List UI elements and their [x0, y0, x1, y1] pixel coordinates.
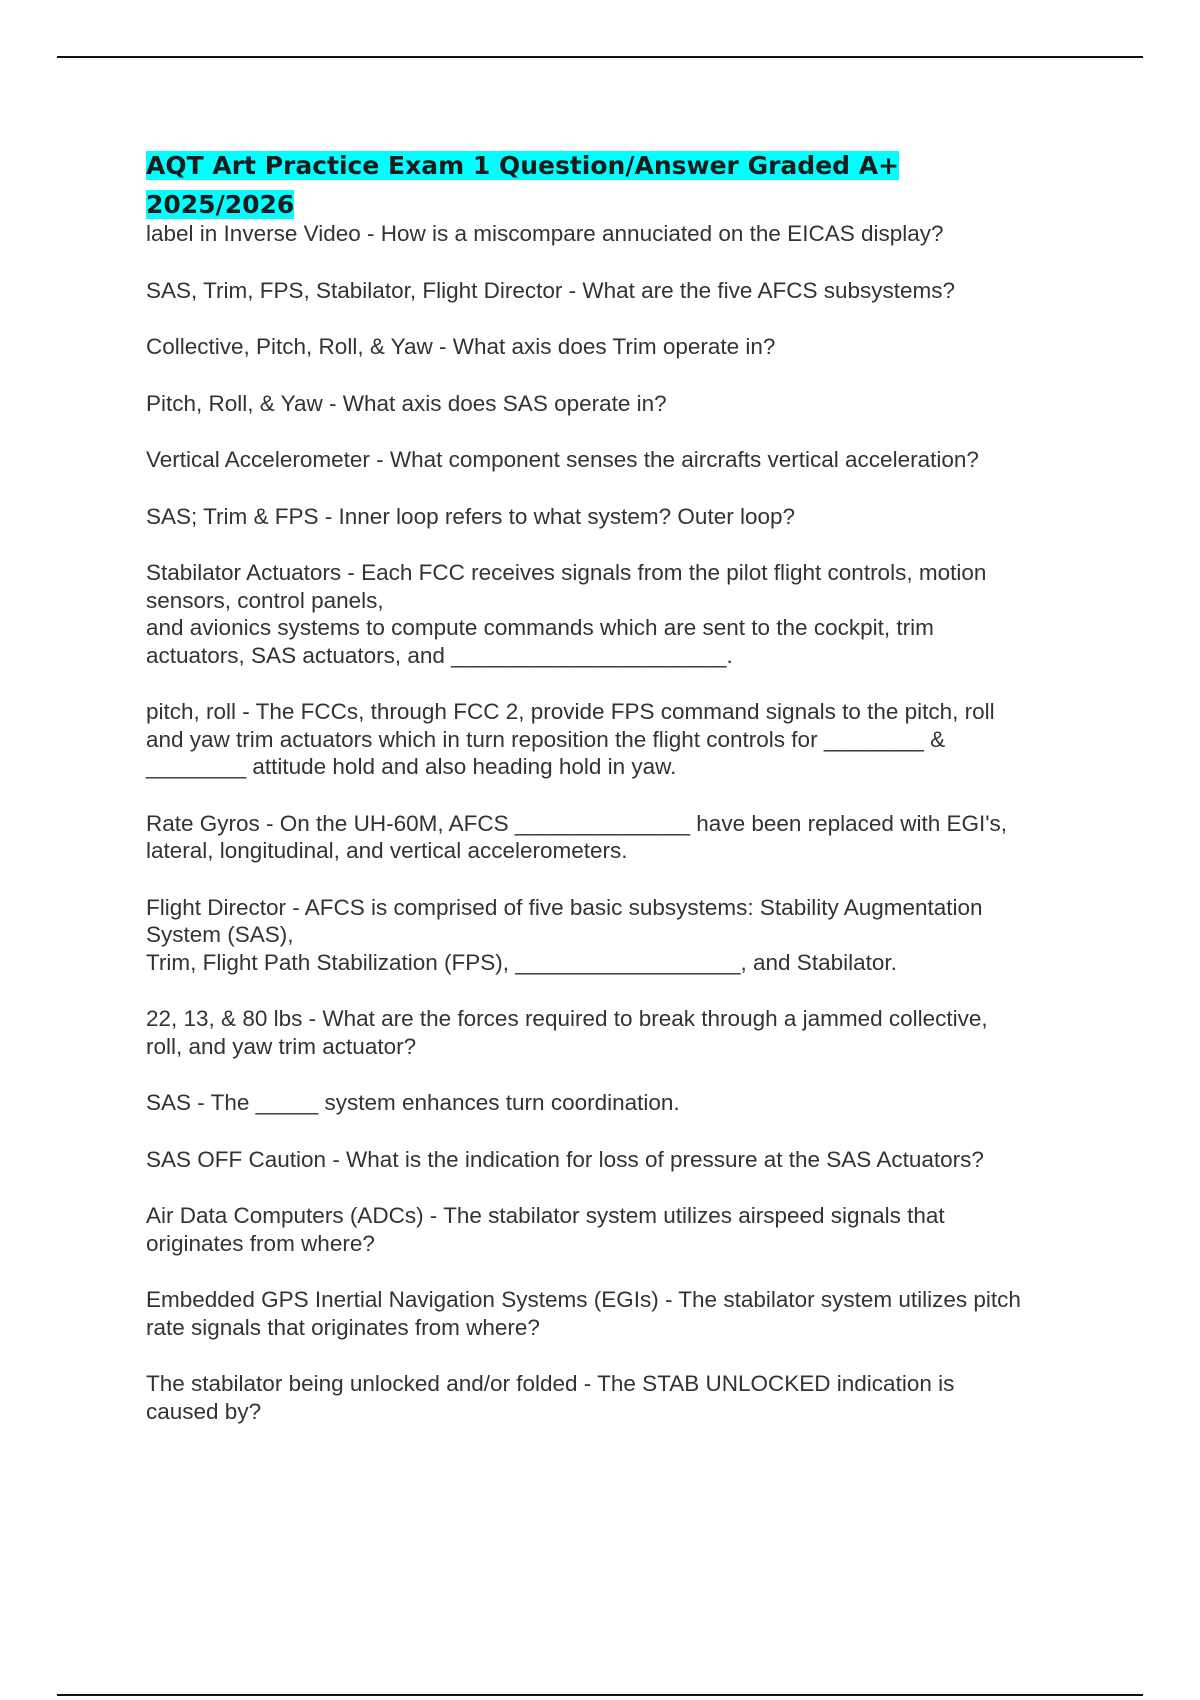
qa-item: Vertical Accelerometer - What component senses the aircrafts vertical acceleration?: [146, 447, 979, 472]
footer-rule: [57, 1694, 1143, 1696]
title-highlight: AQT Art Practice Exam 1 Question/Answer Graded A+ 2025/2026: [146, 151, 900, 219]
qa-item: SAS, Trim, FPS, Stabilator, Flight Director - What are the five AFCS subsystems?: [146, 277, 956, 303]
document-title: [146, 146, 986, 224]
qa-item: label in Inverse Video - How is a miscompare annuciated on the EICAS display?: [146, 221, 944, 246]
qa-item: SAS - The _____ system enhances turn coordination.: [146, 1090, 680, 1115]
header-rule: [57, 56, 1143, 58]
qa-item: Pitch, Roll, & Yaw - What axis does SAS operate in?: [146, 390, 667, 416]
qa-item: pitch, roll - The FCCs, through FCC 2, provide FPS command signals to the pitch, roll and yaw trim actuators which in turn reposition the flight controls for ________ & ________ attitude hold and also heading hold in yaw.: [146, 699, 995, 779]
qa-item: Collective, Pitch, Roll, & Yaw - What axis does Trim operate in?: [146, 334, 776, 359]
qa-item: Embedded GPS Inertial Navigation Systems (EGIs) - The stabilator system utilizes pitch rate signals that originates from where?: [146, 1287, 1021, 1340]
document-body: [146, 146, 1096, 1454]
qa-item: Flight Director - AFCS is comprised of five basic subsystems: Stability Augmentation System (SAS), Trim, Flight Path Stabilization (FPS), __________________, and Stabilator.: [146, 894, 983, 975]
qa-item: Air Data Computers (ADCs) - The stabilator system utilizes airspeed signals that originates from where?: [146, 1203, 945, 1256]
qa-list: [146, 220, 1096, 1425]
qa-item: The stabilator being unlocked and/or folded - The STAB UNLOCKED indication is caused by?: [146, 1371, 955, 1424]
qa-item: Stabilator Actuators - Each FCC receives signals from the pilot flight controls, motion sensors, control panels, and avionics systems to compute commands which are sent to the cockpit, trim actuators, SAS actuators, and ______________________.: [146, 560, 987, 668]
qa-item: 22, 13, & 80 lbs - What are the forces required to break through a jammed collective, roll, and yaw trim actuator?: [146, 1006, 988, 1059]
qa-item: Rate Gyros - On the UH-60M, AFCS ______________ have been replaced with EGI's, lateral, longitudinal, and vertical accelerometers.: [146, 810, 1008, 863]
qa-item: SAS; Trim & FPS - Inner loop refers to what system? Outer loop?: [146, 503, 796, 529]
qa-item: SAS OFF Caution - What is the indication for loss of pressure at the SAS Actuators?: [146, 1146, 984, 1172]
